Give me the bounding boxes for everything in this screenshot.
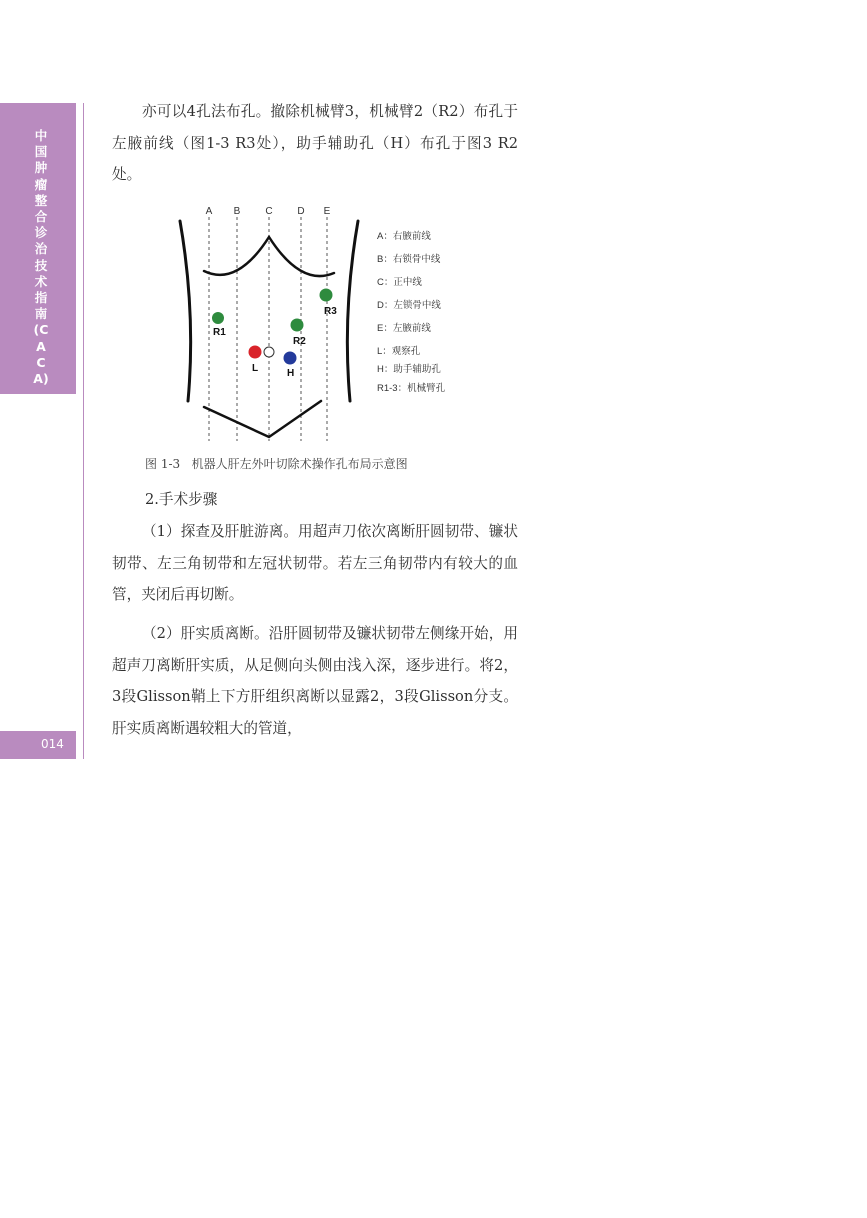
page-number-tab: [0, 731, 76, 759]
port-label-r1: R1: [213, 327, 226, 338]
book-title-vertical: 中国肿瘤整合诊治技术指南(CACA): [33, 128, 49, 387]
port-r3: [320, 289, 333, 302]
port-assistant: [284, 352, 297, 365]
port-label-l: L: [252, 363, 259, 374]
col-label-a: A: [205, 206, 213, 217]
legend-r: R1-3：机械臂孔: [377, 383, 446, 394]
torso-left-contour: [180, 221, 191, 401]
paragraph-exploration: （1）探查及肝脏游离。用超声刀依次离断肝圆韧带、镰状韧带、左三角韧带和左冠状韧带。若左三角韧带内有较大的血管，夹闭后再切断。: [112, 523, 518, 603]
col-label-e: E: [323, 206, 331, 217]
port-midline-marker: [264, 347, 274, 357]
port-r2: [291, 319, 304, 332]
paragraph-parenchymal-transection: （2）肝实质离断。沿肝圆韧带及镰状韧带左侧缘开始，用超声刀离断肝实质，从足侧向头侧由浅入深，逐步进行。将2，3段Glisson鞘上下方肝组织离断以显露2，3段Glisson分支。肝实质离断遇较粗大的管道，: [112, 625, 518, 737]
legend-h: H：助手辅助孔: [377, 364, 441, 375]
legend-e: E：左腋前线: [377, 323, 431, 334]
col-label-b: B: [233, 206, 241, 217]
port-label-h: H: [287, 368, 295, 379]
torso-right-contour: [347, 221, 358, 401]
port-label-r3: R3: [324, 306, 337, 317]
port-r1: [212, 312, 224, 324]
legend-b: B：右锁骨中线: [377, 254, 441, 265]
figure-caption: 图 1-3 机器人肝左外叶切除术操作孔布局示意图: [145, 457, 408, 471]
legend-d: D：左锁骨中线: [377, 300, 441, 311]
legend-a: A：右腋前线: [377, 231, 431, 242]
port-observation: [249, 346, 262, 359]
section-heading-surgical-steps: 2.手术步骤: [145, 491, 218, 508]
pelvic-outline: [204, 401, 321, 437]
margin-rule: [83, 103, 84, 759]
col-label-c: C: [265, 206, 273, 217]
legend-c: C：正中线: [377, 277, 422, 288]
paragraph-port-layout: 亦可以4孔法布孔。撤除机械臂3，机械臂2（R2）布孔于左腋前线（图1-3 R3处），助手辅助孔（H）布孔于图3 R2处。: [112, 103, 518, 183]
col-label-d: D: [297, 206, 305, 217]
legend-l: L：观察孔: [377, 346, 421, 357]
port-layout-diagram: [160, 203, 460, 443]
port-label-r2: R2: [293, 336, 306, 347]
figure-port-layout: [160, 203, 460, 447]
page-number: 014: [41, 737, 64, 751]
